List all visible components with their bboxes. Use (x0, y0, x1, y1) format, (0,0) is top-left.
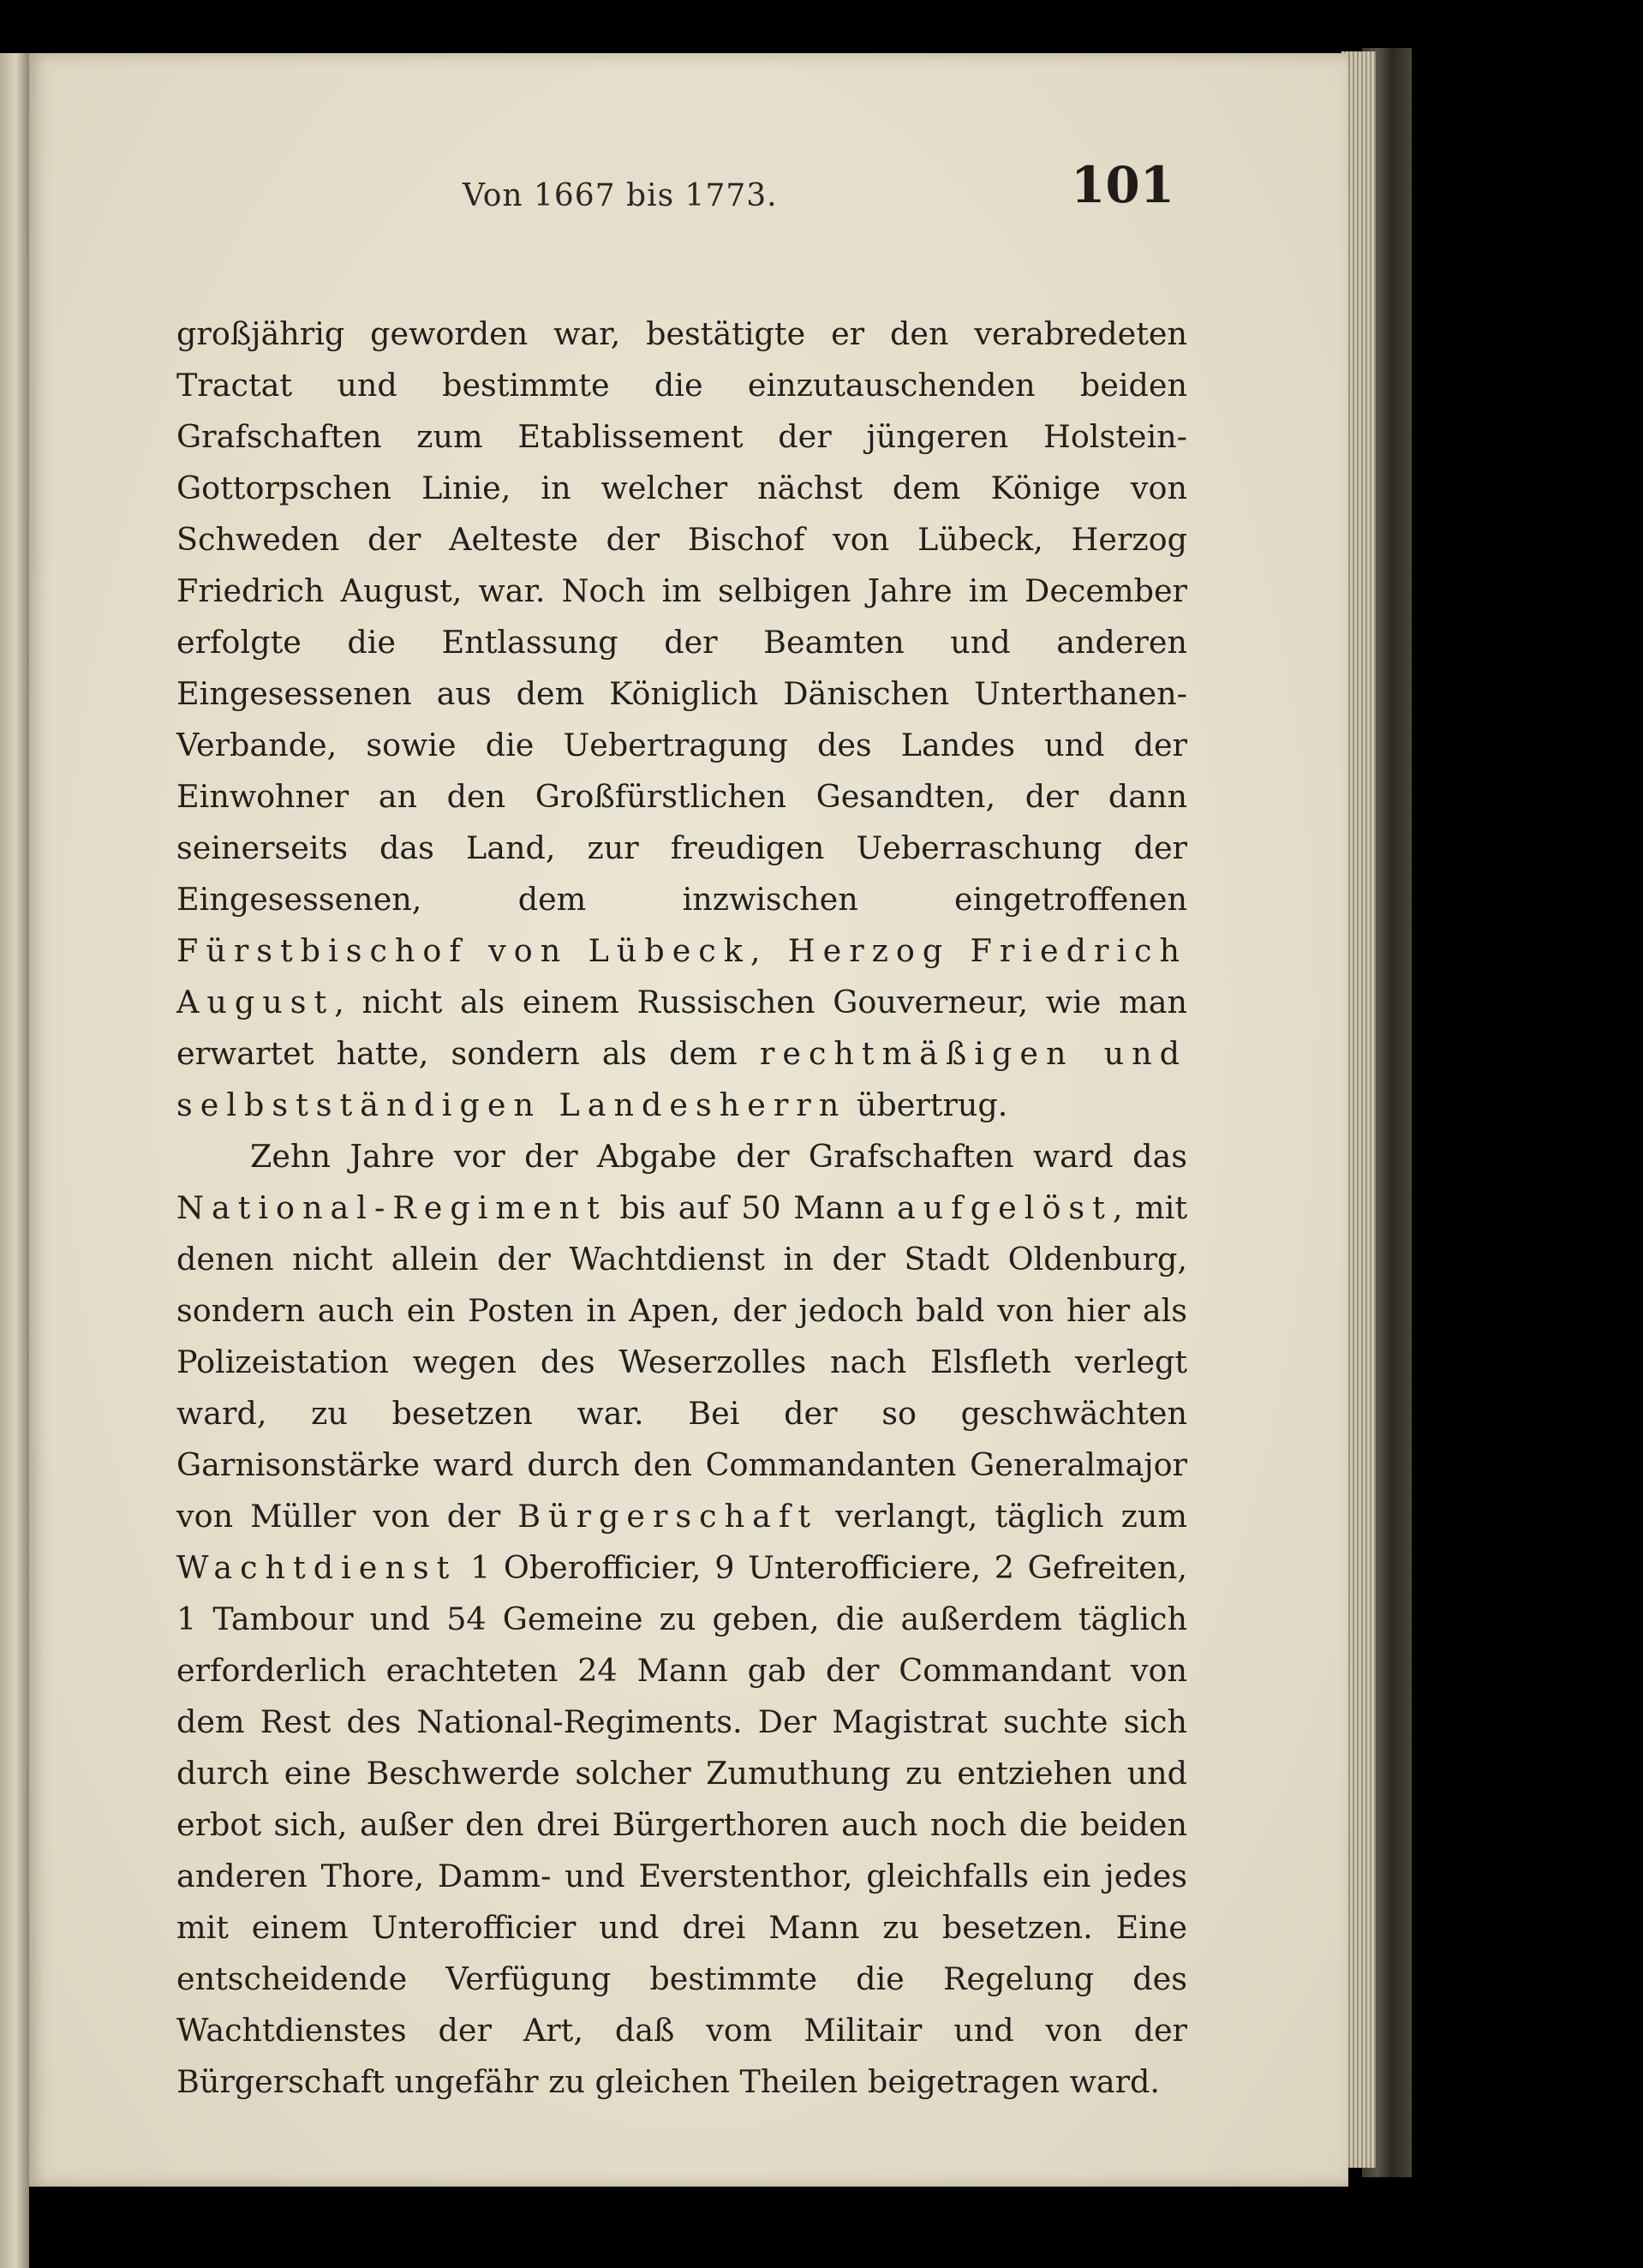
emphasized-text: rechtmäßigen und selbstständigen Landesherrn (176, 1035, 1187, 1123)
text-segment: großjährig geworden war, bestätigte er den verabredeten Tractat und bestimmte die einzutauschenden beiden Grafschaften zum Etablissement der jüngeren Holstein-Gottorpschen Linie, in welcher nächst dem Könige von Schweden der Aelteste der Bischof von Lübeck, Herzog Friedrich August, war. Noch im selbigen Jahre im December erfolgte die Entlassung der Beamten und anderen Eingesessenen aus dem Königlich Dänischen Unterthanen-Verbande, sowie die Uebertragung des Landes und der Einwohner an den Großfürstlichen Gesandten, der dann seinerseits das Land, zur freudigen Ueberraschung der Eingesessenen, dem inzwischen eingetroffenen (176, 315, 1187, 918)
running-head: Von 1667 bis 1773. (463, 178, 778, 213)
text-segment: bis auf 50 Mann (606, 1189, 898, 1226)
emphasized-text: Bürgerschaft (517, 1498, 819, 1535)
facing-page-edge (0, 53, 29, 2268)
emphasized-text: Wachtdienst (176, 1549, 457, 1586)
page-number: 101 (1071, 156, 1175, 214)
emphasized-text: aufgelöst (897, 1189, 1113, 1226)
emphasized-text: National-Regiment (176, 1189, 607, 1226)
text-segment: , nicht als einem Russischen Gouverneur, wie man erwartet hatte, sondern als dem (176, 984, 1187, 1072)
body-text (176, 308, 1187, 2108)
text-segment: übertrug. (846, 1086, 1008, 1123)
text-segment: 1 Oberofficier, 9 Unterofficiere, 2 Gefreiten, 1 Tambour und 54 Gemeine zu geben, die außerdem täglich erforderlich erachteten 24 Mann gab der Commandant von dem Rest des National-Regiments. Der Magistrat suchte sich durch eine Beschwerde solcher Zumuthung zu entziehen und erbot sich, außer den drei Bürgerthoren auch noch die beiden anderen Thore, Damm- und Everstenthor, gleichfalls ein jedes mit einem Unterofficier und drei Mann zu besetzen. Eine entscheidende Verfügung bestimmte die Regelung des Wachtdienstes der Art, daß vom Militair und von der Bürgerschaft ungefähr zu gleichen Theilen beigetragen ward. (176, 1549, 1187, 2100)
emphasized-text: Fürstbischof von Lübeck, Herzog Friedrich August (176, 932, 1187, 1020)
paragraph-2 (176, 1131, 1187, 2108)
text-segment: verlangt, täglich zum (818, 1498, 1187, 1535)
text-segment: Zehn Jahre vor der Abgabe der Grafschaften ward das (250, 1138, 1187, 1175)
text-segment: , mit denen nicht allein der Wachtdienst in der Stadt Oldenburg, sondern auch ein Posten in Apen, der jedoch bald von hier als Polizeistation wegen des Weserzolles nach Elsfleth verlegt ward, zu besetzen war. Bei der so geschwächten Garnisonstärke ward durch den Commandanten Generalmajor von Müller von der (176, 1189, 1187, 1535)
paragraph-1 (176, 308, 1187, 1131)
